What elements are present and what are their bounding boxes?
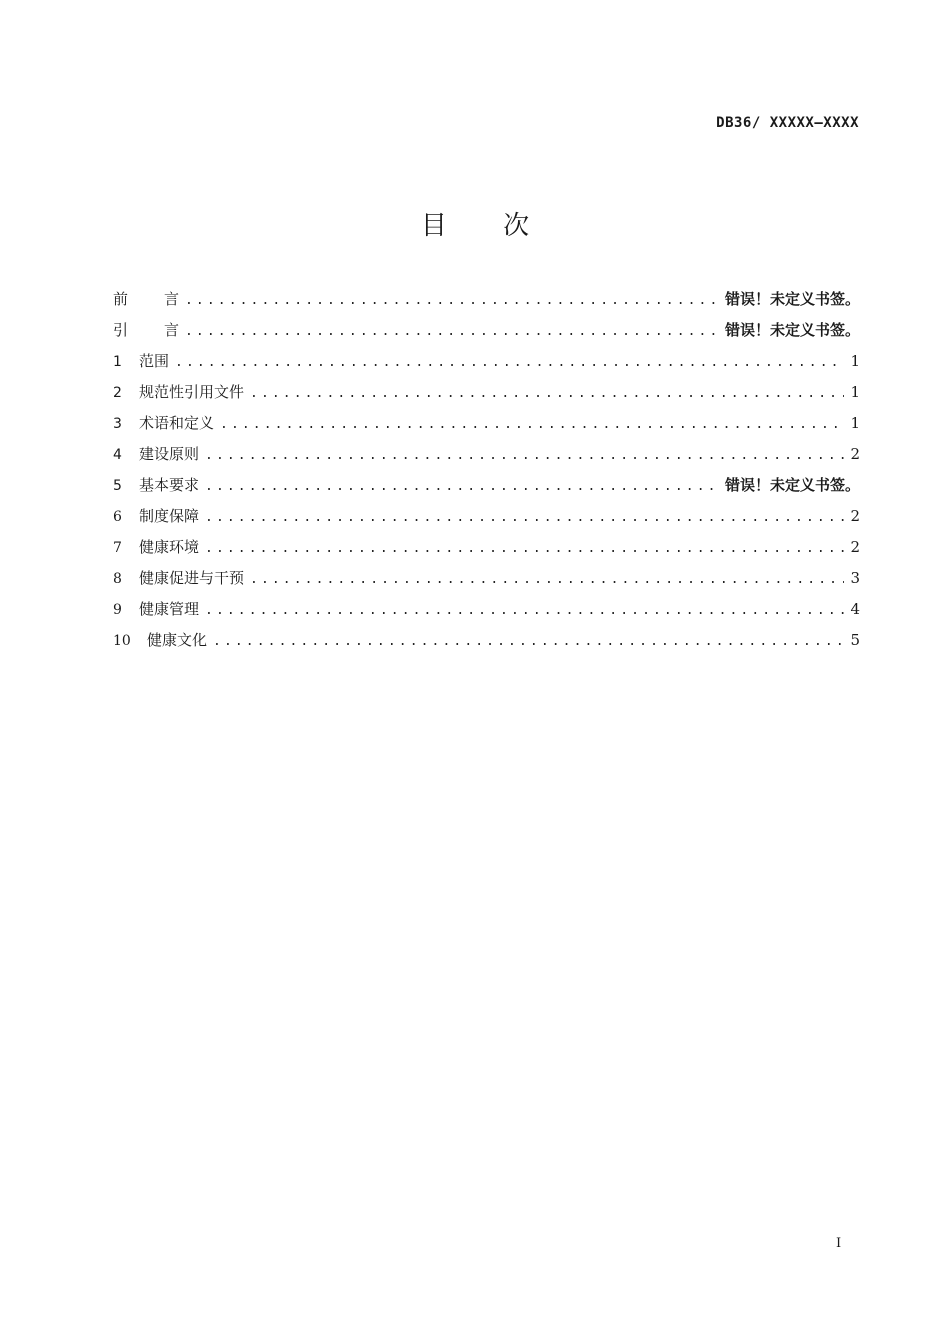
- toc-entry-number: 3: [113, 416, 122, 432]
- toc-dot-leader: [250, 378, 844, 409]
- toc-entry-page: 2: [850, 538, 860, 556]
- toc-entry-number: 9: [113, 602, 122, 618]
- toc-dot-leader: [205, 533, 844, 564]
- toc-dot-leader: [205, 471, 719, 502]
- toc-entry-page: 2: [850, 507, 860, 525]
- toc-entry-page: 4: [850, 600, 860, 618]
- toc-entry-page: 错误！未定义书签。: [724, 290, 860, 308]
- page-number: I: [836, 1236, 842, 1251]
- toc-entry-label: [113, 284, 179, 315]
- toc-entry-number: 6: [113, 509, 122, 525]
- toc-entry-9[interactable]: [113, 594, 860, 625]
- toc-dot-leader: [185, 316, 719, 347]
- table-of-contents: [113, 284, 860, 656]
- toc-label-part: 前: [113, 290, 129, 308]
- toc-entry-number: 7: [113, 540, 122, 556]
- toc-entry-4[interactable]: [113, 439, 860, 470]
- toc-entry-page: 2: [850, 445, 860, 463]
- toc-entry-label: 术语和定义: [139, 414, 215, 432]
- toc-entry-page: 1: [850, 414, 860, 432]
- toc-entry-7[interactable]: [113, 532, 860, 563]
- toc-entry-6[interactable]: [113, 501, 860, 532]
- toc-entry-number: 1: [113, 354, 122, 370]
- toc-entry-number: 5: [113, 478, 122, 494]
- toc-entry-number: 8: [113, 571, 122, 587]
- toc-dot-leader: [220, 409, 844, 440]
- toc-dot-leader: [185, 285, 719, 316]
- document-code: DB36/ XXXXX—XXXX: [716, 115, 859, 131]
- toc-entry-number: 10: [113, 633, 131, 649]
- toc-entry-page: 错误！未定义书签。: [724, 476, 860, 494]
- toc-entry-label: 健康文化: [147, 631, 208, 649]
- toc-label-part: 言: [163, 290, 179, 308]
- toc-entry-label: 健康促进与干预: [139, 569, 245, 587]
- toc-dot-leader: [205, 595, 844, 626]
- toc-entry-introduction[interactable]: [113, 315, 860, 346]
- toc-entry-page: 3: [850, 569, 860, 587]
- toc-entry-3[interactable]: [113, 408, 860, 439]
- toc-dot-leader: [175, 347, 844, 378]
- toc-entry-number: 2: [113, 385, 122, 401]
- toc-entry-5[interactable]: [113, 470, 860, 501]
- toc-entry-page: 1: [850, 383, 860, 401]
- toc-dot-leader: [205, 440, 844, 471]
- toc-entry-10[interactable]: [113, 625, 860, 656]
- toc-entry-label: 基本要求: [139, 476, 200, 494]
- toc-entry-label: [113, 315, 179, 346]
- toc-entry-page: 错误！未定义书签。: [724, 321, 860, 339]
- page-title: [0, 205, 950, 242]
- toc-entry-foreword[interactable]: [113, 284, 860, 315]
- toc-dot-leader: [205, 502, 844, 533]
- page-title-char-2: 次: [503, 211, 530, 241]
- toc-entry-8[interactable]: [113, 563, 860, 594]
- toc-label-part: 引: [113, 321, 129, 339]
- toc-label-part: 言: [163, 321, 179, 339]
- toc-entry-label: 制度保障: [139, 507, 200, 525]
- toc-dot-leader: [250, 564, 844, 595]
- toc-entry-label: 健康管理: [139, 600, 200, 618]
- toc-entry-label: 建设原则: [139, 445, 200, 463]
- toc-entry-2[interactable]: [113, 377, 860, 408]
- toc-entry-page: 1: [850, 352, 860, 370]
- toc-dot-leader: [213, 626, 844, 657]
- toc-entry-number: 4: [113, 447, 122, 463]
- toc-entry-1[interactable]: [113, 346, 860, 377]
- toc-entry-page: 5: [850, 631, 860, 649]
- toc-entry-label: 健康环境: [139, 538, 200, 556]
- toc-entry-label: 范围: [139, 352, 170, 370]
- toc-entry-label: 规范性引用文件: [139, 383, 245, 401]
- page-title-char-1: 目: [420, 211, 447, 241]
